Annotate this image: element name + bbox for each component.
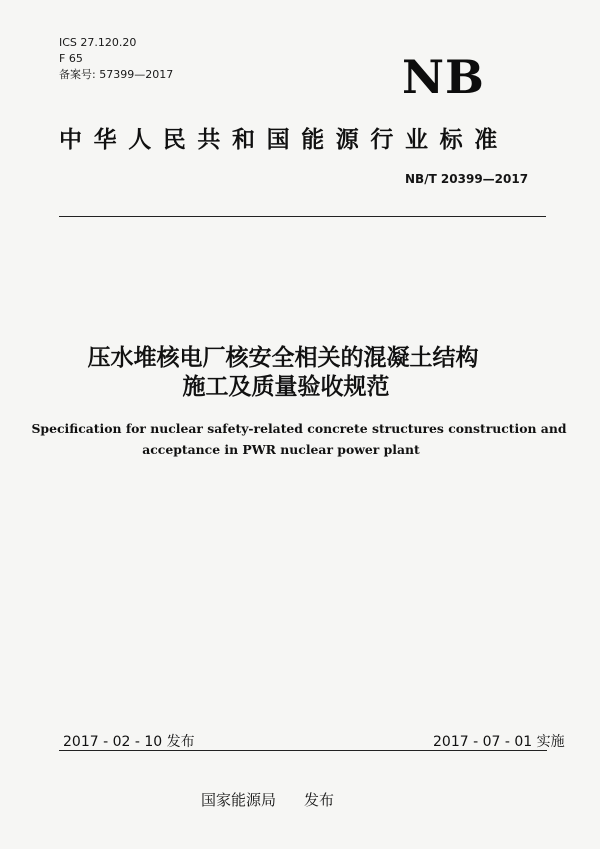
standard-type-heading: 中华人民共和国能源行业标准 bbox=[59, 127, 509, 153]
filing-number: 备案号: 57399—2017 bbox=[59, 68, 174, 81]
english-title-line-2: acceptance in PWR nuclear power plant bbox=[142, 442, 420, 457]
nb-logo: NB bbox=[402, 50, 485, 104]
footer-divider bbox=[59, 750, 547, 751]
chinese-title-line-1: 压水堆核电厂核安全相关的混凝土结构 bbox=[87, 345, 479, 371]
english-title-line-1: Specification for nuclear safety-related concrete structures construction and bbox=[31, 421, 567, 436]
issuing-authority bbox=[201, 789, 334, 810]
issue-date: 2017 - 02 - 10 发布 bbox=[63, 734, 195, 750]
standard-code: NB/T 20399—2017 bbox=[405, 172, 529, 186]
implementation-date: 2017 - 07 - 01 实施 bbox=[433, 734, 565, 750]
classification-block bbox=[59, 35, 173, 83]
header-divider bbox=[59, 216, 546, 217]
chinese-title-line-2: 施工及质量验收规范 bbox=[182, 374, 390, 400]
issuer-name: 国家能源局 bbox=[201, 791, 277, 809]
issuer-action: 发布 bbox=[304, 791, 335, 809]
ccs-code: F 65 bbox=[59, 52, 83, 65]
ics-code: ICS 27.120.20 bbox=[59, 36, 137, 49]
